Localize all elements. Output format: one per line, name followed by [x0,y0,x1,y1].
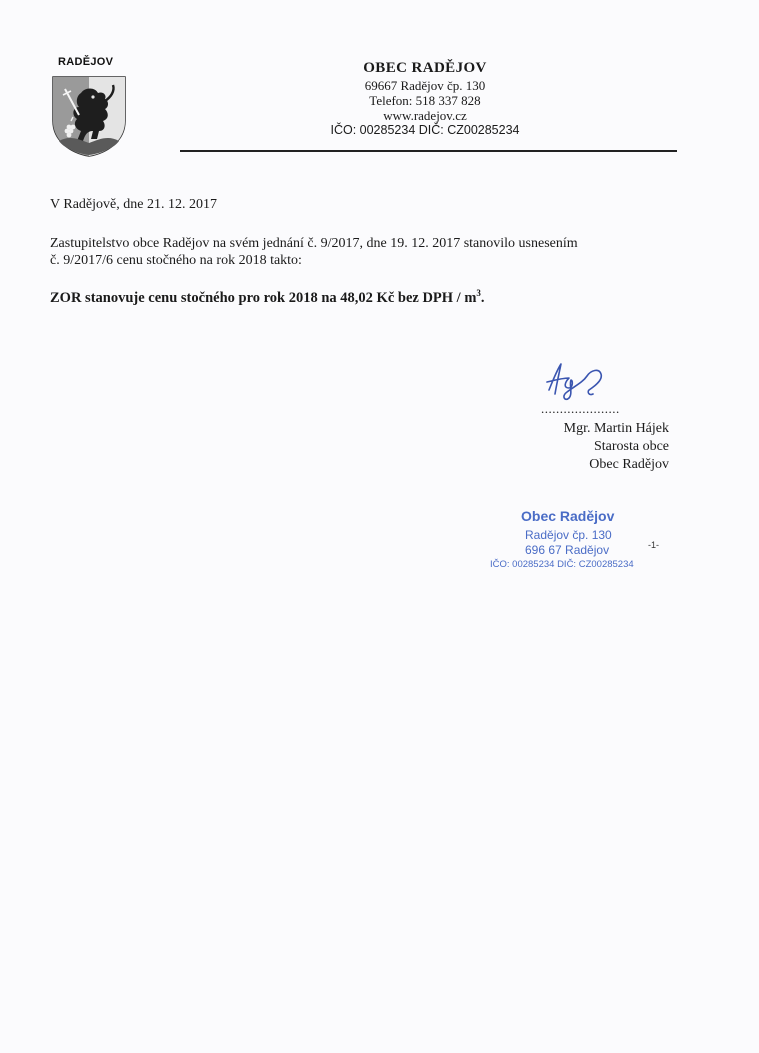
decision-superscript: 3 [476,288,481,298]
stamp-address: Radějov čp. 130 [525,528,612,542]
organization-phone: Telefon: 518 337 828 [369,93,481,108]
decision-statement [50,288,485,307]
decision-end: . [480,289,485,306]
stamp-zip-city: 696 67 Radějov [525,543,610,557]
stamp-ids: IČO: 00285234 DIČ: CZ00285234 [490,559,634,570]
handwritten-signature [543,360,613,402]
organization-title: OBEC RADĚJOV [363,60,487,76]
letterhead [300,61,550,138]
organization-address: 69667 Radějov čp. 130 [364,78,486,93]
date-line: V Radějově, dne 21. 12. 2017 [50,197,217,212]
header-divider [180,150,677,152]
resolution-paragraph [50,235,670,269]
coat-of-arms-label: RADĚJOV [58,56,114,68]
signer-block [564,420,669,474]
paragraph-line-1: Zastupitelstvo obce Radějov na svém jednání č. 9/2017, dne 19. 12. 2017 stanovilo usnesením [50,236,578,251]
signer-organization: Obec Radějov [589,457,669,472]
organization-web: www.radejov.cz [383,108,467,123]
stamp-title: Obec Radějov [521,508,615,524]
signer-role: Starosta obce [593,439,669,454]
coat-of-arms-icon [51,75,127,157]
organization-ids: IČO: 00285234 DIČ: CZ00285234 [330,123,520,137]
signer-name: Mgr. Martin Hájek [563,421,669,436]
signature-line: ..................... [541,401,620,416]
decision-text: ZOR stanovuje cenu stočného pro rok 2018 na 48,02 Kč bez DPH / m [50,289,477,306]
page-number: -1- [648,540,659,550]
paragraph-line-2: č. 9/2017/6 cenu stočného na rok 2018 takto: [50,253,302,268]
